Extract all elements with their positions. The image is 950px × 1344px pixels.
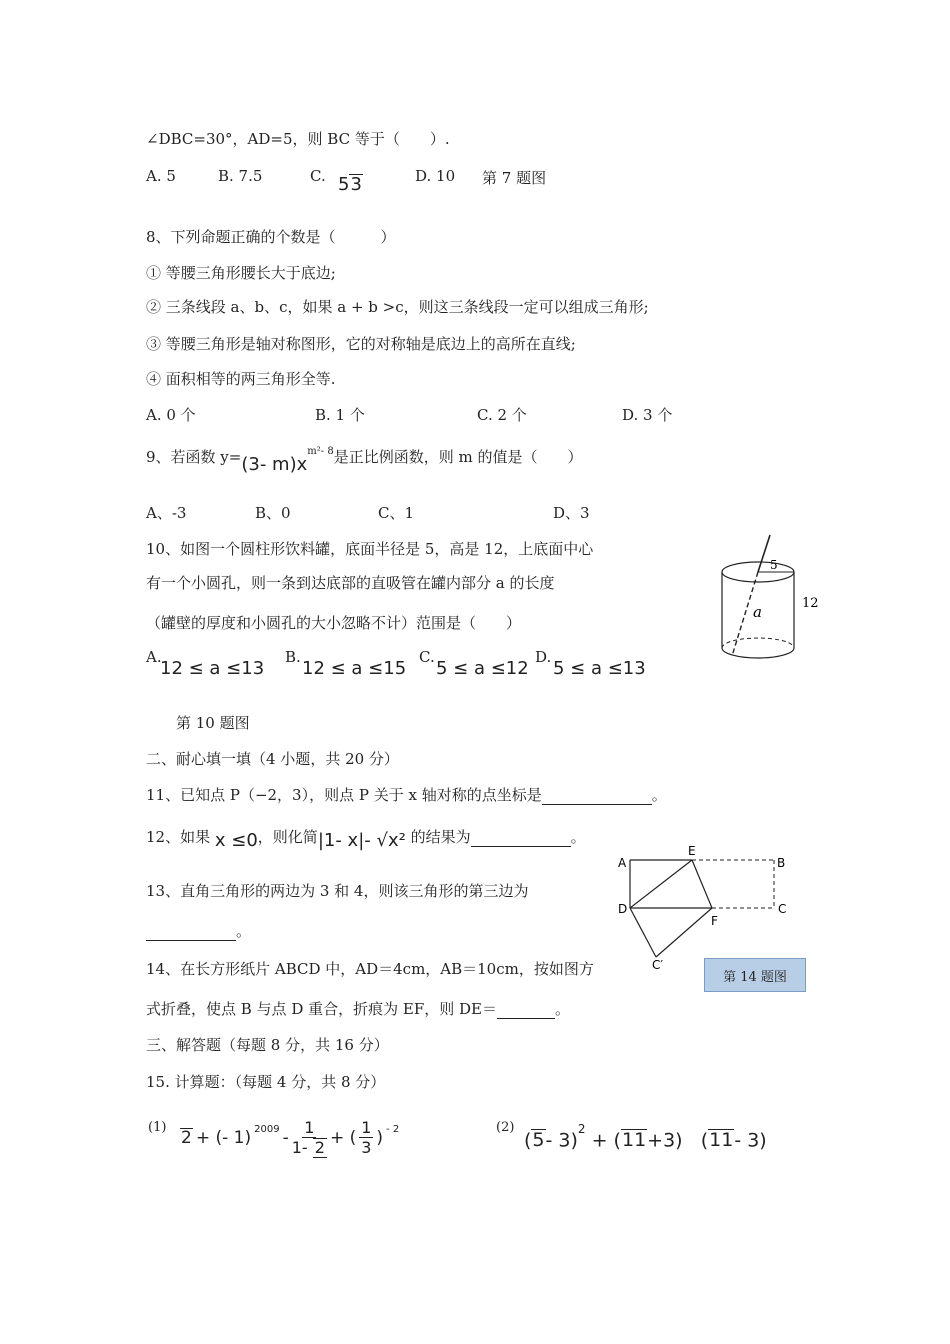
q10-line-3: （罐壁的厚度和小圆孔的大小忽略不计）范围是（ ） [146,614,522,632]
q12-expression: |1- x|- √x² [317,830,406,851]
point-b-label: B [777,856,786,870]
cylinder-figure [710,525,830,665]
q8-stem: 8、下列命题正确的个数是（ ） [146,228,396,246]
q9-exponent: m²- 8 [307,446,334,457]
q10-option-d-letter: D. [535,648,552,666]
q14-line-1: 14、在长方形纸片 ABCD 中，AD＝4cm，AB＝10cm，按如图方 [146,960,594,978]
q8-item-3: ③ 等腰三角形是轴对称图形，它的对称轴是底边上的高所在直线; [146,335,576,353]
point-f-label: F [711,914,718,928]
q9-option-d: D、3 [553,504,590,522]
section-2-heading: 二、耐心填一填（4 小题，共 20 分） [146,750,399,768]
q15-part-2-label: (2) [496,1120,515,1135]
q10-line-2: 有一个小圆孔，则一条到达底部的直吸管在罐内部分 a 的长度 [146,574,555,592]
q9-math: (3- m)x [241,454,308,475]
fold-figure [612,845,802,975]
q9-option-a: A、-3 [146,504,187,522]
q14-blank [497,1000,555,1019]
cylinder-var-label: a [753,603,762,621]
q13-text: 13、直角三角形的两边为 3 和 4，则该三角形的第三边为 [146,882,529,900]
q9-prefix: 9、若函数 y= [146,448,242,466]
q10-option-a-math: 12 ≤ a ≤13 [160,658,265,679]
q8-option-a: A. 0 个 [146,406,196,424]
q8-item-2: ② 三条线段 a、b、c，如果 a + b >c，则这三条线段一定可以组成三角形; [146,298,649,316]
q14-line-2: 式折叠，使点 B 与点 D 重合，折痕为 EF，则 DE＝ 。 [146,1000,571,1018]
q8-option-b: B. 1 个 [315,406,365,424]
q10-figure-caption: 第 10 题图 [176,714,250,732]
q11-text: 11、已知点 P（−2，3），则点 P 关于 x 轴对称的点坐标是 [146,786,542,804]
q12-mid: ，则化简 [257,828,318,846]
point-e-label: E [688,845,696,858]
section-3-heading: 三、解答题（每题 8 分，共 16 分） [146,1036,389,1054]
q12-suffix: 的结果为 [410,828,471,846]
q8-option-c: C. 2 个 [477,406,527,424]
q7-option-d: D. 10 [415,167,456,185]
q15-stem: 15. 计算题：（每题 4 分，共 8 分） [146,1073,386,1091]
q8-option-d: D. 3 个 [622,406,673,424]
q7-option-c-math: 53 [338,174,362,195]
q7-stem-tail: ∠DBC=30°，AD=5，则 BC 等于（ ）. [146,130,450,148]
q8-item-1: ① 等腰三角形腰长大于底边; [146,264,336,282]
q8-item-4: ④ 面积相等的两三角形全等. [146,370,336,388]
q10-option-b-math: 12 ≤ a ≤15 [302,658,407,679]
q14-line-2-text: 式折叠，使点 B 与点 D 重合，折痕为 EF，则 DE＝ [146,1000,497,1018]
q12-blank [471,828,571,847]
q14-figure-label: 第 14 题图 [704,958,806,992]
q7-option-a: A. 5 [146,167,176,185]
point-a-label: A [618,856,627,870]
q10-option-d-math: 5 ≤ a ≤13 [553,658,646,679]
q11: 11、已知点 P（−2，3），则点 P 关于 x 轴对称的点坐标是 。 [146,786,667,804]
q10-option-a-letter: A. [146,648,162,666]
q13-answer: 。 [146,920,251,941]
cylinder-height-label: 12 [802,596,819,611]
q7-option-c: C. [310,167,326,185]
q7-figure-label: 第 7 题图 [482,169,547,187]
q10-option-c-math: 5 ≤ a ≤12 [436,658,529,679]
q9-option-b: B、0 [255,504,291,522]
q9-stem [146,446,583,475]
q13-blank [146,922,236,941]
q12-prefix: 12、如果 [146,828,211,846]
q15-part-1-label: (1) [148,1120,167,1135]
q7-option-b: B. 7.5 [218,167,263,185]
q12: 12、如果 x ≤0，则化简|1- x|- √x² 的结果为 。 [146,828,586,851]
point-c-prime-label: C′ [652,958,664,972]
q10-option-c-letter: C. [419,648,435,666]
q9-option-c: C、1 [378,504,415,522]
q12-condition: x ≤0 [214,830,258,851]
q9-suffix: 是正比例函数，则 m 的值是（ ） [333,448,583,466]
q15-part-1-expression: 2 + (- 1) $^{2009}$ - $\frac{1}{1- 2}$ + ( $\frac{1}{3}$ ) $^{- 2}$ [181,1118,400,1158]
q10-option-b-letter: B. [285,648,301,666]
q11-blank [542,786,652,805]
point-c-label: C [778,902,787,916]
q10-line-1: 10、如图一个圆柱形饮料罐，底面半径是 5，高是 12，上底面中心 [146,540,594,558]
cylinder-radius-label: 5 [770,558,778,572]
point-d-label: D [618,902,628,916]
q15-part-2-expression: (5- 3)$^2$ + (11+3) (11- 3) [524,1122,767,1152]
